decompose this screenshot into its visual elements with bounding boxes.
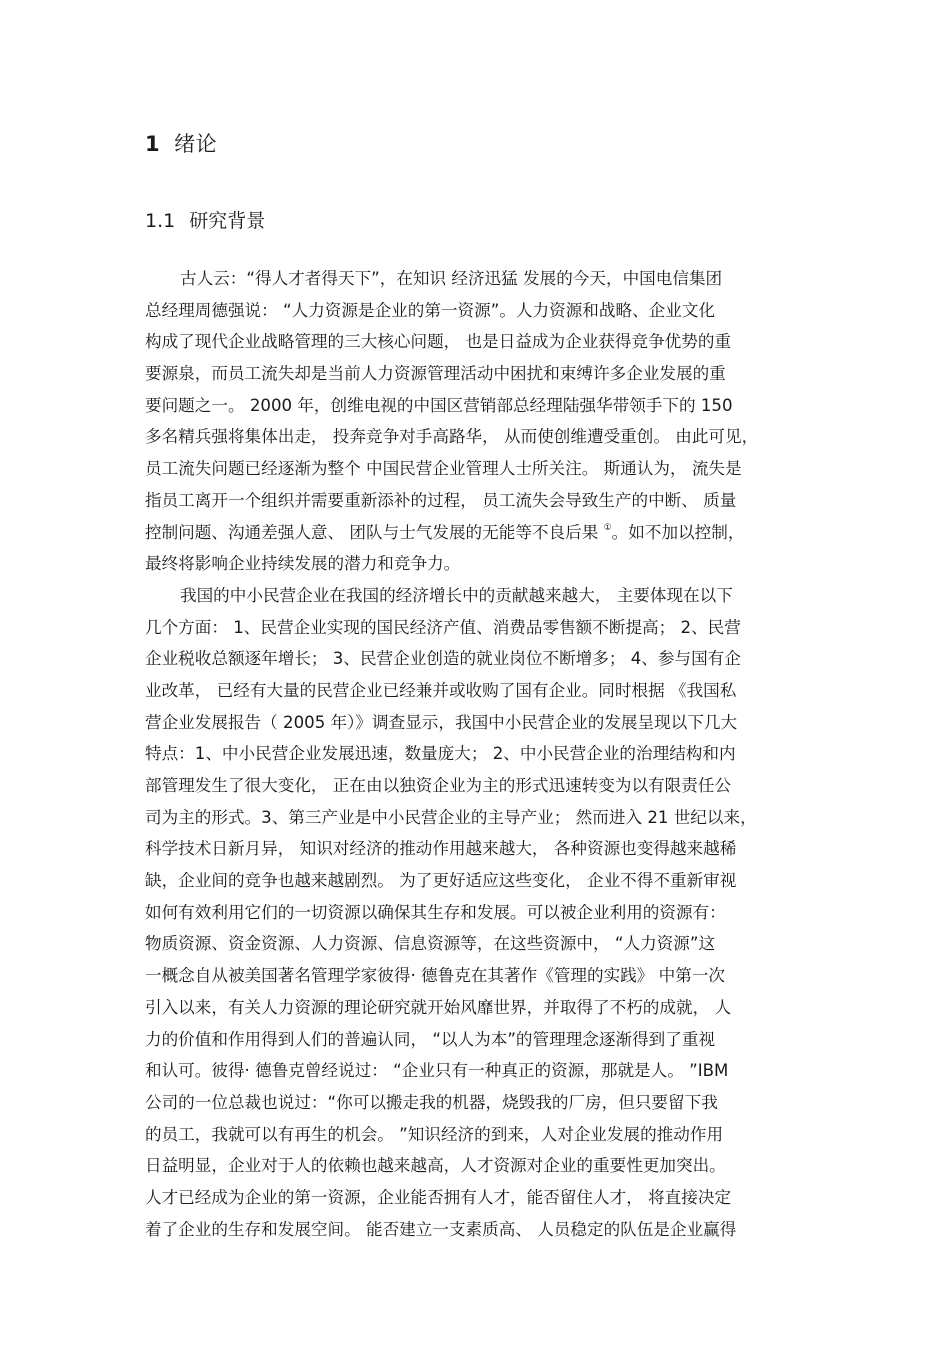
footnote-marker: ① bbox=[603, 522, 612, 533]
text-line bbox=[145, 1119, 815, 1151]
line-text: 缺，企业间的竞争也越来越剧烈。 为了更好适应这些变化， 企业不得不重新审视 bbox=[145, 871, 737, 891]
text-line bbox=[145, 295, 815, 327]
text-line bbox=[145, 1150, 815, 1182]
text-line bbox=[145, 326, 815, 358]
line-text: 古人云：“得人才者得天下”，在知识 经济迅猛 发展的今天，中国电信集团 bbox=[180, 269, 723, 288]
line-text: 特点：1、中小民营企业发展迅速，数量庞大； 2、中小民营企业的治理结构和内 bbox=[145, 744, 736, 764]
text-line bbox=[145, 897, 815, 929]
text-line bbox=[145, 453, 815, 485]
line-text: 控制问题、沟通差强人意、 团队与士气发展的无能等不良后果 bbox=[145, 522, 604, 542]
line-text: 日益明显，企业对于人的依赖也越来越高，人才资源对企业的重要性更加突出。 bbox=[145, 1156, 726, 1176]
line-text: 引入以来，有关人力资源的理论研究就开始风靡世界，并取得了不朽的成就， 人 bbox=[145, 997, 732, 1017]
text-line bbox=[145, 802, 815, 834]
text-line bbox=[145, 1214, 815, 1246]
line-text: 部管理发生了很大变化， 正在由以独资企业为主的形式迅速转变为以有限责任公 bbox=[145, 776, 732, 795]
line-text: 指员工离开一个组织并需要重新添补的过程， 员工流失会导致生产的中断、 质量 bbox=[145, 490, 737, 510]
text-line bbox=[145, 1055, 815, 1087]
text-line bbox=[145, 580, 815, 612]
line-text-after: 。如不加以控制， bbox=[611, 522, 745, 542]
text-line bbox=[145, 992, 815, 1024]
text-line bbox=[145, 707, 815, 739]
line-text: 司为主的形式。3、第三产业是中小民营企业的主导产业； 然而进入 21 世纪以来， bbox=[145, 807, 757, 827]
line-text: 总经理周德强说： “人力资源是企业的第一资源”。人力资源和战略、企业文化 bbox=[145, 300, 716, 320]
text-line bbox=[145, 770, 815, 802]
text-line bbox=[145, 675, 815, 707]
text-line bbox=[145, 358, 815, 390]
line-text: 几个方面： 1、民营企业实现的国民经济产值、消费品零售额不断提高； 2、民营 bbox=[145, 617, 741, 637]
text-line bbox=[145, 612, 815, 644]
line-text: 的员工，我就可以有再生的机会。 ”知识经济的到来，人对企业发展的推动作用 bbox=[145, 1124, 724, 1144]
text-line bbox=[145, 833, 815, 865]
section-number: 1.1 bbox=[145, 210, 176, 232]
line-text: 业改革， 已经有大量的民营企业已经兼并或收购了国有企业。同时根据 《我国私 bbox=[145, 680, 737, 700]
line-text: 人才已经成为企业的第一资源，企业能否拥有人才，能否留住人才， 将直接决定 bbox=[145, 1187, 732, 1207]
line-text: 最终将影响企业持续发展的潜力和竞争力。 bbox=[145, 554, 461, 574]
section-title-text: 研究背景 bbox=[189, 210, 266, 232]
line-text: 要源泉，而员工流失却是当前人力资源管理活动中困扰和束缚许多企业发展的重 bbox=[145, 364, 726, 384]
line-text: 多名精兵强将集体出走， 投奔竞争对手高路华， 从而使创维遭受重创。 由此可见， bbox=[145, 427, 759, 447]
line-text: 物质资源、资金资源、人力资源、信息资源等，在这些资源中， “人力资源”这 bbox=[145, 934, 716, 954]
line-text: 我国的中小民营企业在我国的经济增长中的贡献越来越大， 主要体现在以下 bbox=[180, 585, 733, 605]
line-text: 一概念自从被美国著名管理学家彼得· 德鲁克在其著作《管理的实践》 中第一次 bbox=[145, 966, 726, 986]
text-line bbox=[145, 517, 815, 549]
text-line bbox=[145, 390, 815, 422]
text-line bbox=[145, 865, 815, 897]
section-heading bbox=[145, 206, 265, 233]
line-text: 着了企业的生存和发展空间。 能否建立一支素质高、 人员稳定的队伍是企业赢得 bbox=[145, 1219, 737, 1239]
line-text: 营企业发展报告（ 2005 年）》调查显示，我国中小民营企业的发展呈现以下几大 bbox=[145, 712, 738, 732]
text-line bbox=[145, 421, 815, 453]
line-text: 企业税收总额逐年增长； 3、民营企业创造的就业岗位不断增多； 4、参与国有企 bbox=[145, 649, 741, 669]
body-text bbox=[145, 263, 815, 1245]
line-text: 要问题之一。 2000 年，创维电视的中国区营销部总经理陆强华带领手下的 150 bbox=[145, 395, 733, 415]
text-line bbox=[145, 960, 815, 992]
chapter-title-text: 绪论 bbox=[174, 132, 218, 156]
line-text: 公司的一位总裁也说过：“你可以搬走我的机器，烧毁我的厂房，但只要留下我 bbox=[145, 1092, 718, 1112]
text-line bbox=[145, 738, 815, 770]
line-text: 科学技术日新月异， 知识对经济的推动作用越来越大， 各种资源也变得越来越稀 bbox=[145, 839, 737, 859]
text-line bbox=[145, 485, 815, 517]
line-text: 如何有效利用它们的一切资源以确保其生存和发展。可以被企业利用的资源有： bbox=[145, 902, 726, 922]
text-line bbox=[145, 1087, 815, 1119]
text-line bbox=[145, 928, 815, 960]
line-text: 和认可。彼得· 德鲁克曾经说过： “企业只有一种真正的资源，那就是人。 ”IBM bbox=[145, 1061, 729, 1081]
line-text: 力的价值和作用得到人们的普遍认同， “以人为本”的管理理念逐渐得到了重视 bbox=[145, 1029, 716, 1049]
text-line bbox=[145, 548, 815, 580]
text-line bbox=[145, 1024, 815, 1056]
text-line bbox=[145, 263, 815, 295]
chapter-number: 1 bbox=[145, 132, 161, 156]
line-text: 构成了现代企业战略管理的三大核心问题， 也是日益成为企业获得竞争优势的重 bbox=[145, 332, 732, 352]
text-line bbox=[145, 1182, 815, 1214]
chapter-heading bbox=[145, 128, 217, 158]
text-line bbox=[145, 643, 815, 675]
line-text: 员工流失问题已经逐渐为整个 中国民营企业管理人士所关注。 斯通认为， 流失是 bbox=[145, 459, 742, 479]
